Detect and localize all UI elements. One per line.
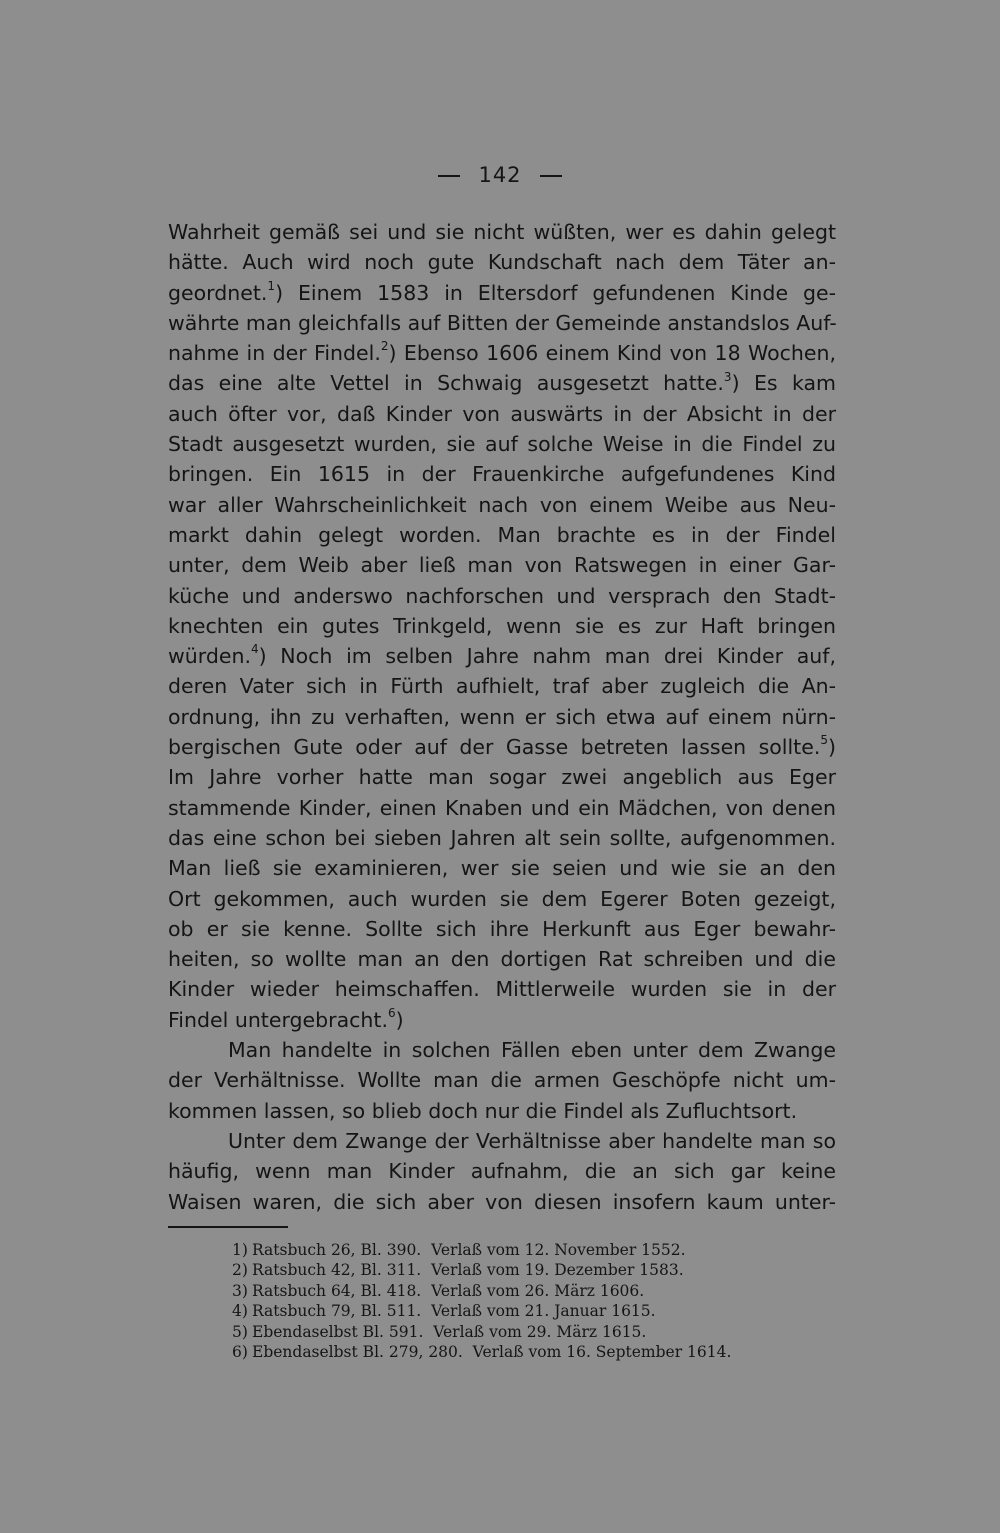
- text-line: [168, 217, 836, 247]
- text-line: [168, 490, 836, 520]
- text-line: [168, 793, 836, 823]
- footnote-mark: 5): [232, 1322, 248, 1341]
- footnote-ref[interactable]: 6: [387, 1005, 396, 1020]
- footnote-text: Ebendaselbst Bl. 591. Verlaß vom 29. März 1615.: [252, 1322, 647, 1341]
- footnote-mark: 2): [232, 1261, 248, 1280]
- line-text: war aller Wahrscheinlichkeit nach von einem Weibe aus Neu-: [168, 492, 836, 517]
- line-text: hätte. Auch wird noch gute Kundschaft nach dem Täter an-: [168, 250, 836, 275]
- text-line: [168, 1005, 836, 1035]
- paragraph: [168, 217, 836, 1035]
- line-text: Wahrheit gemäß sei und sie nicht wüßten, wer es dahin gelegt: [168, 220, 836, 244]
- footnote-ref[interactable]: 3: [723, 369, 732, 384]
- text-line: [168, 459, 836, 489]
- line-text: ob er sie kenne. Sollte sich ihre Herkunft aus Eger bewahr-: [168, 916, 836, 941]
- text-line: [168, 671, 836, 701]
- line-text-after: Ebenso 1606 einem Kind von 18 Wochen,: [396, 341, 836, 366]
- line-text: häufig, wenn man Kinder aufnahm, die an sich gar keine: [168, 1159, 836, 1184]
- line-text: währte man gleichfalls auf Bitten der Gemeinde anstandslos Auf-: [168, 310, 837, 335]
- text-line: [168, 641, 836, 671]
- line-text: Man handelte in solchen Fällen eben unter dem Zwange: [228, 1038, 836, 1063]
- paragraph: [168, 1126, 836, 1217]
- page-number: 142: [478, 163, 522, 187]
- footnote: [232, 1260, 832, 1280]
- line-text: Ort gekommen, auch wurden sie dem Egerer Boten gezeigt,: [168, 886, 836, 911]
- footnote-separator: [168, 1226, 288, 1228]
- text-line: [168, 581, 836, 611]
- line-text: Im Jahre vorher hatte man sogar zwei angeblich aus Eger: [168, 765, 836, 790]
- line-text: Findel untergebracht.: [168, 1007, 388, 1032]
- footnote-ref-paren: ): [388, 341, 397, 366]
- line-text: Man ließ sie examinieren, wer sie seien und wie sie an den: [168, 856, 836, 881]
- line-text: knechten ein gutes Trinkgeld, wenn sie es zur Haft bringen: [168, 613, 836, 638]
- text-line: [168, 368, 836, 398]
- line-text: küche und anderswo nachforschen und versprach den Stadt-: [168, 583, 836, 608]
- body-text: [168, 217, 836, 1217]
- text-line: [168, 338, 836, 368]
- line-text: stammende Kinder, einen Knaben und ein Mädchen, von denen: [168, 795, 836, 820]
- text-line: [168, 611, 836, 641]
- line-text-after: Einem 1583 in Eltersdorf gefundenen Kinde ge-: [283, 280, 836, 305]
- line-text: ordnung, ihn zu verhaften, wenn er sich etwa auf einem nürn-: [168, 704, 836, 729]
- line-text: Unter dem Zwange der Verhältnisse aber handelte man so: [228, 1128, 836, 1153]
- footnote: [232, 1342, 832, 1362]
- footnotes: [232, 1240, 832, 1362]
- footnote: [232, 1301, 832, 1321]
- line-text: Waisen waren, die sich aber von diesen insofern kaum unter-: [168, 1189, 836, 1214]
- footnote-ref-paren: ): [275, 280, 284, 305]
- text-line: [168, 308, 836, 338]
- text-line: [168, 823, 836, 853]
- text-line: [168, 762, 836, 792]
- text-line: [168, 1126, 836, 1156]
- line-text: bringen. Ein 1615 in der Frauenkirche aufgefundenes Kind: [168, 462, 836, 487]
- footnote-ref[interactable]: 4: [250, 642, 259, 657]
- text-line: [168, 702, 836, 732]
- footnote-ref-paren: ): [258, 644, 267, 669]
- text-line: [168, 1156, 836, 1186]
- footnote-ref[interactable]: 2: [380, 339, 389, 354]
- text-line: [168, 1035, 836, 1065]
- text-line: [168, 944, 836, 974]
- line-text: deren Vater sich in Fürth aufhielt, traf aber zugleich die An-: [168, 674, 836, 699]
- text-line: [168, 247, 836, 277]
- footnote: [232, 1322, 832, 1342]
- text-line: [168, 520, 836, 550]
- line-text: Stadt ausgesetzt wurden, sie auf solche Weise in die Findel zu: [168, 432, 836, 457]
- header-dash-left: [438, 175, 460, 177]
- line-text: auch öfter vor, daß Kinder von auswärts in der Absicht in der: [168, 401, 836, 426]
- text-line: [168, 884, 836, 914]
- line-text: der Verhältnisse. Wollte man die armen Geschöpfe nicht um-: [168, 1068, 836, 1093]
- header-dash-right: [540, 175, 562, 177]
- footnote-mark: 4): [232, 1302, 248, 1321]
- text-line: [168, 1065, 836, 1095]
- footnote: [232, 1281, 832, 1301]
- text-line: [168, 1187, 836, 1217]
- text-line: [168, 853, 836, 883]
- text-line: [168, 1096, 836, 1126]
- text-line: [168, 732, 836, 762]
- text-line: [168, 914, 836, 944]
- footnote-ref-paren: ): [828, 735, 836, 760]
- footnote-ref[interactable]: 5: [820, 733, 828, 748]
- footnote-text: Ratsbuch 79, Bl. 511. Verlaß vom 21. Januar 1615.: [252, 1302, 656, 1321]
- footnote-ref-paren: ): [395, 1007, 404, 1032]
- text-line: [168, 550, 836, 580]
- footnote-text: Ratsbuch 42, Bl. 311. Verlaß vom 19. Dezember 1583.: [252, 1261, 684, 1280]
- footnote-text: Ratsbuch 64, Bl. 418. Verlaß vom 26. März 1606.: [252, 1281, 645, 1300]
- footnote-ref[interactable]: 1: [267, 278, 276, 293]
- line-text: heiten, so wollte man an den dortigen Rat schreiben und die: [168, 947, 836, 972]
- line-text: markt dahin gelegt worden. Man brachte es in der Findel: [168, 522, 836, 547]
- line-text: geordnet.: [168, 280, 268, 305]
- text-line: [168, 399, 836, 429]
- line-text: das eine schon bei sieben Jahren alt sein sollte, aufgenommen.: [168, 825, 836, 850]
- line-text: würden.: [168, 644, 251, 669]
- footnote: [232, 1240, 832, 1260]
- line-text-after: Noch im selben Jahre nahm man drei Kinder auf,: [266, 644, 836, 669]
- footnote-text: Ebendaselbst Bl. 279, 280. Verlaß vom 16. September 1614.: [252, 1342, 732, 1361]
- page-header: [0, 163, 1000, 187]
- text-line: [168, 974, 836, 1004]
- line-text: unter, dem Weib aber ließ man von Ratswegen in einer Gar-: [168, 553, 836, 578]
- line-text-after: Es kam: [739, 371, 836, 396]
- text-line: [168, 429, 836, 459]
- paragraph: [168, 1035, 836, 1126]
- line-text: nahme in der Findel.: [168, 341, 381, 366]
- line-text: Kinder wieder heimschaffen. Mittlerweile wurden sie in der: [168, 977, 836, 1002]
- footnote-text: Ratsbuch 26, Bl. 390. Verlaß vom 12. November 1552.: [252, 1241, 686, 1259]
- footnote-mark: 3): [232, 1281, 248, 1300]
- line-text: bergischen Gute oder auf der Gasse betreten lassen sollte.: [168, 735, 821, 760]
- footnote-ref-paren: ): [731, 371, 740, 396]
- footnote-mark: 6): [232, 1342, 248, 1361]
- line-text: das eine alte Vettel in Schwaig ausgesetzt hatte.: [168, 371, 724, 396]
- line-text: kommen lassen, so blieb doch nur die Findel als Zufluchtsort.: [168, 1098, 798, 1123]
- footnote-mark: 1): [232, 1241, 248, 1259]
- text-line: [168, 278, 836, 308]
